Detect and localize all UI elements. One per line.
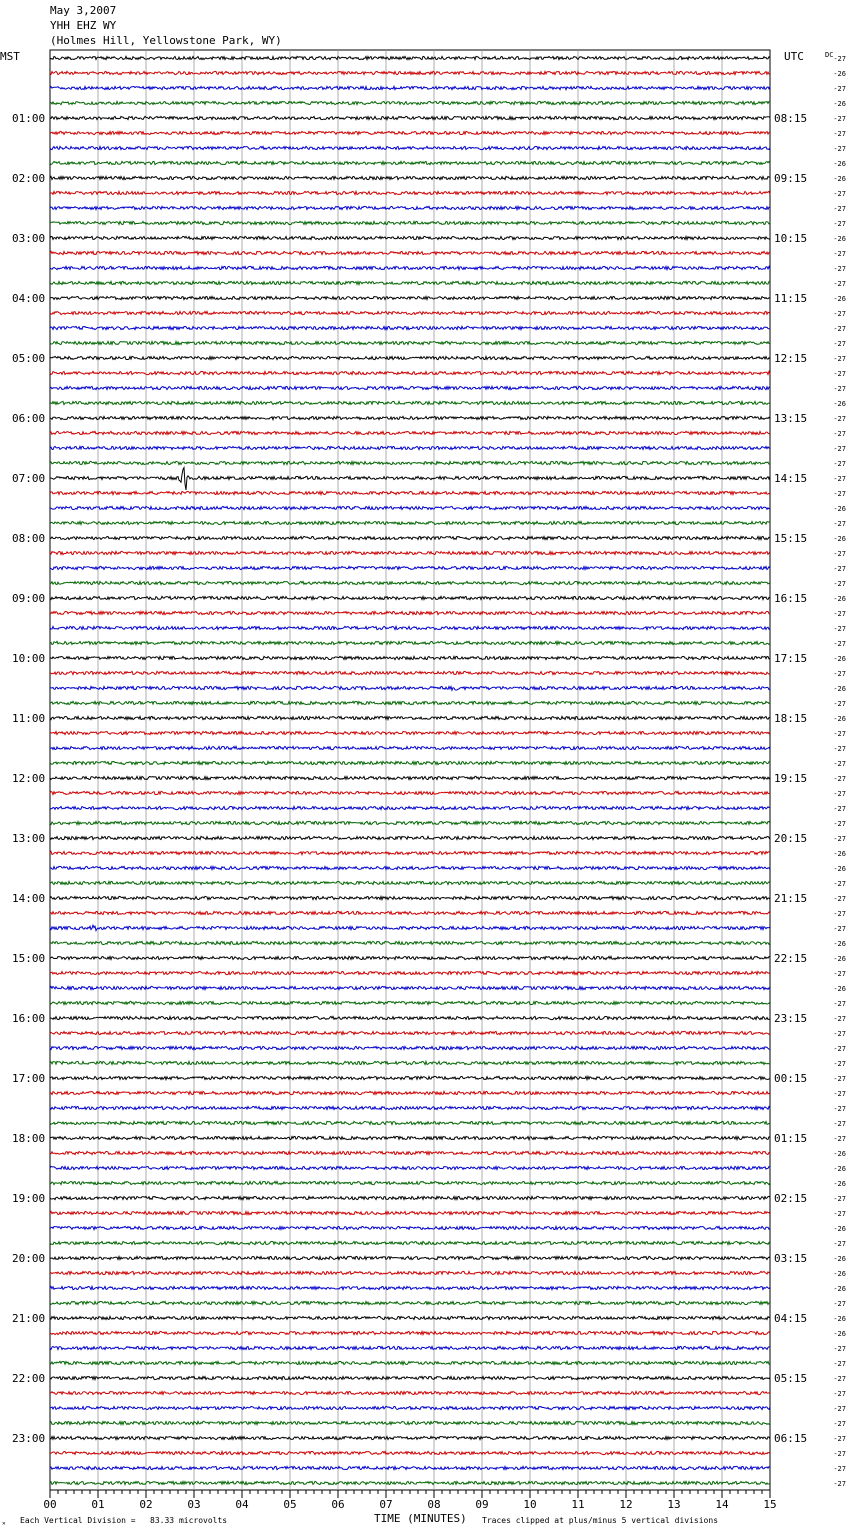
- x-tick-label: 07: [379, 1498, 393, 1511]
- x-tick-label: 09: [475, 1498, 489, 1511]
- trace-row: [50, 1391, 770, 1394]
- trace-row: [50, 596, 770, 599]
- x-tick-label: 01: [91, 1498, 105, 1511]
- trace-row: [50, 971, 770, 974]
- dc-offset-label: -27: [833, 520, 846, 528]
- dc-offset-label: -27: [833, 1375, 846, 1383]
- mst-hour-label: 01:00: [12, 112, 46, 125]
- dc-offset-label: -26: [833, 175, 846, 183]
- x-tick-label: 13: [667, 1498, 681, 1511]
- dc-offset-label: -27: [833, 895, 846, 903]
- trace-row: [50, 1076, 770, 1079]
- dc-offset-label: -26: [833, 1315, 846, 1323]
- trace-row: [50, 461, 770, 464]
- mst-hour-label: 21:00: [12, 1312, 46, 1325]
- mst-hour-label: 02:00: [12, 172, 46, 185]
- mst-hour-label: 23:00: [12, 1432, 46, 1445]
- dc-offset-label: -27: [833, 1240, 846, 1248]
- trace-row: [50, 656, 770, 659]
- trace-row: [50, 161, 770, 164]
- dc-offset-label: -27: [833, 580, 846, 588]
- trace-row: [50, 746, 770, 749]
- x-axis-label: TIME (MINUTES): [374, 1512, 467, 1525]
- mst-hour-label: 08:00: [12, 532, 46, 545]
- trace-row: [50, 776, 770, 779]
- dc-offset-label: -27: [833, 670, 846, 678]
- utc-hour-label: 15:15: [774, 532, 808, 545]
- dc-offset-label: -27: [833, 1345, 846, 1353]
- dc-offset-label: -27: [833, 970, 846, 978]
- dc-offset-label: -27: [833, 1435, 846, 1443]
- utc-hour-label: 00:15: [774, 1072, 808, 1085]
- trace-row: [50, 371, 770, 374]
- dc-offset-label: -27: [833, 385, 846, 393]
- trace-row: [50, 176, 770, 179]
- header-location: (Holmes Hill, Yellowstone Park, WY): [50, 34, 282, 47]
- trace-row: [50, 1361, 770, 1364]
- trace-row: [50, 251, 770, 254]
- dc-offset-label: -26: [833, 1180, 846, 1188]
- mst-hour-label: 03:00: [12, 232, 46, 245]
- dc-offset-label: -27: [833, 325, 846, 333]
- trace-row: [50, 686, 770, 690]
- trace-row: [50, 1091, 770, 1094]
- x-tick-label: 03: [187, 1498, 201, 1511]
- dc-offset-label: -26: [833, 1165, 846, 1173]
- dc-offset-label: -27: [833, 1300, 846, 1308]
- label-group: [12, 55, 846, 1511]
- dc-offset-label: -27: [833, 880, 846, 888]
- mst-hour-label: 09:00: [12, 592, 46, 605]
- trace-row: [50, 311, 770, 314]
- dc-offset-label: -27: [833, 415, 846, 423]
- dc-offset-label: -27: [833, 1090, 846, 1098]
- header-date: May 3,2007: [50, 4, 117, 17]
- dc-offset-label: -26: [833, 985, 846, 993]
- trace-row: [50, 266, 770, 269]
- dc-offset-label: -26: [833, 1330, 846, 1338]
- dc-offset-label: -27: [833, 1195, 846, 1203]
- dc-offset-label: -27: [833, 310, 846, 318]
- dc-offset-label: -27: [833, 190, 846, 198]
- trace-row: [50, 911, 770, 914]
- dc-offset-label: -27: [833, 85, 846, 93]
- plot-grid: [50, 50, 770, 1498]
- trace-row: [50, 146, 770, 149]
- trace-row: [50, 386, 770, 389]
- trace-row: [50, 491, 770, 494]
- dc-offset-label: -26: [833, 295, 846, 303]
- dc-offset-label: -27: [833, 115, 846, 123]
- dc-offset-label: -27: [833, 1105, 846, 1113]
- mst-hour-label: 14:00: [12, 892, 46, 905]
- trace-row: [50, 611, 770, 614]
- utc-hour-label: 05:15: [774, 1372, 808, 1385]
- dc-offset-label: -27: [833, 745, 846, 753]
- trace-row: [50, 641, 770, 644]
- trace-row: [50, 71, 770, 74]
- trace-row: [50, 506, 770, 509]
- trace-row: [50, 1046, 770, 1049]
- trace-row: [50, 191, 770, 194]
- trace-row: [50, 1211, 770, 1214]
- dc-offset-label: -27: [833, 340, 846, 348]
- mst-hour-label: 11:00: [12, 712, 46, 725]
- trace-row: [50, 326, 770, 329]
- mst-hour-label: 19:00: [12, 1192, 46, 1205]
- dc-offset-label: -26: [833, 865, 846, 873]
- trace-row: [50, 1286, 770, 1289]
- mst-hour-label: 17:00: [12, 1072, 46, 1085]
- trace-row: [50, 1241, 770, 1244]
- dc-offset-label: -27: [833, 1030, 846, 1038]
- dc-offset-label: -27: [833, 130, 846, 138]
- trace-row: [50, 1376, 770, 1379]
- utc-hour-label: 21:15: [774, 892, 808, 905]
- x-tick-label: 14: [715, 1498, 729, 1511]
- trace-row: [50, 1136, 770, 1139]
- trace-row: [50, 716, 770, 719]
- dc-offset-label: -27: [833, 610, 846, 618]
- dc-offset-label: -27: [833, 790, 846, 798]
- trace-row: [50, 701, 770, 704]
- dc-offset-label: -26: [833, 685, 846, 693]
- dc-offset-label: -27: [833, 1060, 846, 1068]
- dc-label: DC: [825, 51, 834, 59]
- utc-hour-label: 04:15: [774, 1312, 808, 1325]
- mst-hour-label: 10:00: [12, 652, 46, 665]
- mst-hour-label: 22:00: [12, 1372, 46, 1385]
- trace-row: [50, 925, 770, 930]
- trace-row: [50, 581, 770, 584]
- dc-offset-label: -27: [833, 1135, 846, 1143]
- trace-row: [50, 356, 770, 359]
- dc-offset-label: -26: [833, 850, 846, 858]
- dc-offset-label: -27: [833, 700, 846, 708]
- dc-offset-label: -27: [833, 820, 846, 828]
- footer-clip-note: Traces clipped at plus/minus 5 vertical divisions: [482, 1516, 719, 1525]
- trace-row: [50, 806, 770, 809]
- trace-row: [50, 86, 770, 89]
- utc-hour-label: 23:15: [774, 1012, 808, 1025]
- trace-row: [50, 521, 770, 524]
- dc-offset-label: -27: [833, 1075, 846, 1083]
- dc-offset-label: -27: [833, 565, 846, 573]
- utc-hour-label: 10:15: [774, 232, 808, 245]
- trace-row: [50, 941, 770, 944]
- dc-offset-label: -26: [833, 1270, 846, 1278]
- mst-hour-label: 06:00: [12, 412, 46, 425]
- utc-hour-label: 01:15: [774, 1132, 808, 1145]
- trace-row: [50, 956, 770, 959]
- trace-row: [50, 761, 770, 764]
- dc-offset-label: -26: [833, 1225, 846, 1233]
- dc-offset-label: -27: [833, 910, 846, 918]
- trace-row: [50, 116, 770, 119]
- dc-offset-label: -26: [833, 655, 846, 663]
- trace-row: [50, 821, 770, 824]
- left-axis-label: MST: [0, 50, 20, 63]
- utc-hour-label: 06:15: [774, 1432, 808, 1445]
- dc-offset-label: -27: [833, 475, 846, 483]
- dc-offset-label: -27: [833, 1000, 846, 1008]
- utc-hour-label: 08:15: [774, 112, 808, 125]
- dc-offset-label: -27: [833, 1420, 846, 1428]
- dc-offset-label: -26: [833, 1150, 846, 1158]
- corner-mark: ✕: [2, 1520, 6, 1527]
- mst-hour-label: 13:00: [12, 832, 46, 845]
- dc-offset-label: -27: [833, 1120, 846, 1128]
- footer-division: Each Vertical Division = 83.33 microvolts: [20, 1516, 228, 1525]
- dc-offset-label: -27: [833, 625, 846, 633]
- trace-row: [50, 896, 770, 899]
- dc-offset-label: -26: [833, 940, 846, 948]
- trace-row: [50, 551, 770, 554]
- dc-offset-label: -27: [833, 1480, 846, 1488]
- dc-offset-label: -27: [833, 250, 846, 258]
- dc-offset-label: -26: [833, 955, 846, 963]
- dc-offset-label: -27: [833, 775, 846, 783]
- trace-row: [50, 1406, 770, 1409]
- dc-offset-label: -26: [833, 400, 846, 408]
- dc-offset-label: -26: [833, 160, 846, 168]
- utc-hour-label: 09:15: [774, 172, 808, 185]
- mst-hour-label: 15:00: [12, 952, 46, 965]
- dc-offset-label: -27: [833, 220, 846, 228]
- dc-offset-label: -27: [833, 490, 846, 498]
- dc-offset-label: -27: [833, 445, 846, 453]
- trace-row: [50, 206, 770, 209]
- trace-row: [50, 566, 770, 569]
- x-tick-label: 06: [331, 1498, 345, 1511]
- dc-offset-label: -27: [833, 925, 846, 933]
- dc-offset-label: -26: [833, 595, 846, 603]
- dc-offset-label: -27: [833, 835, 846, 843]
- x-tick-label: 11: [571, 1498, 585, 1511]
- header-station: YHH EHZ WY: [50, 19, 117, 32]
- dc-offset-label: -27: [833, 370, 846, 378]
- mst-hour-label: 05:00: [12, 352, 46, 365]
- mst-hour-label: 07:00: [12, 472, 46, 485]
- trace-row: [50, 1451, 770, 1454]
- trace-row: [50, 1271, 770, 1274]
- trace-row: [50, 1061, 770, 1064]
- dc-offset-label: -26: [833, 535, 846, 543]
- trace-row: [50, 536, 770, 539]
- dc-offset-label: -27: [833, 145, 846, 153]
- trace-row: [50, 446, 770, 449]
- trace-row: [50, 1316, 770, 1319]
- dc-offset-label: -26: [833, 505, 846, 513]
- trace-row: [50, 221, 770, 224]
- trace-row: [50, 1016, 770, 1019]
- trace-row: [50, 416, 770, 419]
- trace-row: [50, 671, 770, 674]
- dc-offset-label: -27: [833, 805, 846, 813]
- utc-hour-label: 03:15: [774, 1252, 808, 1265]
- utc-hour-label: 17:15: [774, 652, 808, 665]
- trace-row: [50, 1001, 770, 1004]
- dc-offset-label: -27: [833, 1465, 846, 1473]
- dc-offset-label: -26: [833, 70, 846, 78]
- dc-offset-label: -26: [833, 100, 846, 108]
- dc-offset-label: -27: [833, 550, 846, 558]
- x-tick-label: 08: [427, 1498, 441, 1511]
- trace-row: [50, 731, 770, 734]
- dc-offset-label: -26: [833, 715, 846, 723]
- utc-hour-label: 18:15: [774, 712, 808, 725]
- dc-offset-label: -27: [833, 1390, 846, 1398]
- dc-offset-label: -27: [833, 1015, 846, 1023]
- dc-offset-label: -27: [833, 55, 846, 63]
- trace-row: [50, 1301, 770, 1304]
- utc-hour-label: 11:15: [774, 292, 808, 305]
- utc-hour-label: 02:15: [774, 1192, 808, 1205]
- trace-row: [50, 1181, 770, 1184]
- utc-hour-label: 20:15: [774, 832, 808, 845]
- trace-row: [50, 866, 770, 869]
- trace-row: [50, 1421, 770, 1424]
- utc-hour-label: 12:15: [774, 352, 808, 365]
- utc-hour-label: 13:15: [774, 412, 808, 425]
- trace-row: [50, 56, 770, 59]
- trace-row: [50, 1151, 770, 1154]
- x-tick-label: 02: [139, 1498, 153, 1511]
- mst-hour-label: 16:00: [12, 1012, 46, 1025]
- dc-offset-label: -26: [833, 1255, 846, 1263]
- trace-row: [50, 1346, 770, 1349]
- dc-offset-label: -27: [833, 1405, 846, 1413]
- trace-row: [50, 626, 770, 629]
- mst-hour-label: 12:00: [12, 772, 46, 785]
- dc-offset-label: -27: [833, 1210, 846, 1218]
- trace-row: [50, 1481, 770, 1484]
- trace-row: [50, 431, 770, 434]
- trace-row: [50, 836, 770, 839]
- x-tick-label: 04: [235, 1498, 249, 1511]
- trace-row: [50, 1196, 770, 1199]
- trace-row: [50, 1166, 770, 1169]
- dc-offset-label: -26: [833, 235, 846, 243]
- dc-offset-label: -26: [833, 1285, 846, 1293]
- x-tick-label: 00: [43, 1498, 57, 1511]
- dc-offset-label: -27: [833, 280, 846, 288]
- x-tick-label: 12: [619, 1498, 633, 1511]
- trace-row: [50, 236, 770, 239]
- dc-offset-label: -27: [833, 355, 846, 363]
- trace-row: [50, 296, 770, 299]
- trace-row: [50, 791, 770, 794]
- mst-hour-label: 18:00: [12, 1132, 46, 1145]
- dc-offset-label: -27: [833, 265, 846, 273]
- dc-offset-label: -27: [833, 730, 846, 738]
- trace-row: [50, 1466, 770, 1469]
- dc-offset-label: -27: [833, 1045, 846, 1053]
- utc-hour-label: 19:15: [774, 772, 808, 785]
- trace-row: [50, 1121, 770, 1124]
- dc-offset-label: -27: [833, 1360, 846, 1368]
- x-tick-label: 05: [283, 1498, 297, 1511]
- trace-row: [50, 101, 770, 104]
- mst-hour-label: 20:00: [12, 1252, 46, 1265]
- trace-row: [50, 1031, 770, 1034]
- trace-row: [50, 401, 770, 404]
- trace-row: [50, 986, 770, 989]
- trace-group: [50, 56, 770, 1484]
- x-tick-label: 15: [763, 1498, 777, 1511]
- dc-offset-label: -27: [833, 760, 846, 768]
- mst-hour-label: 04:00: [12, 292, 46, 305]
- dc-offset-label: -27: [833, 430, 846, 438]
- trace-row: [50, 1256, 770, 1259]
- right-axis-label: UTC: [784, 50, 804, 63]
- trace-row: [50, 131, 770, 134]
- trace-row: [50, 1436, 770, 1439]
- dc-offset-label: -27: [833, 460, 846, 468]
- trace-row: [50, 281, 770, 284]
- x-tick-label: 10: [523, 1498, 537, 1511]
- trace-row: [50, 1226, 770, 1229]
- trace-row: [50, 1331, 770, 1334]
- trace-row: [50, 341, 770, 344]
- dc-offset-label: -27: [833, 1450, 846, 1458]
- trace-row: [50, 881, 770, 884]
- dc-offset-label: -27: [833, 640, 846, 648]
- utc-hour-label: 22:15: [774, 952, 808, 965]
- dc-offset-label: -27: [833, 205, 846, 213]
- trace-row: [50, 1106, 770, 1109]
- utc-hour-label: 14:15: [774, 472, 808, 485]
- trace-row: [50, 851, 770, 854]
- trace-row: [50, 468, 770, 490]
- utc-hour-label: 16:15: [774, 592, 808, 605]
